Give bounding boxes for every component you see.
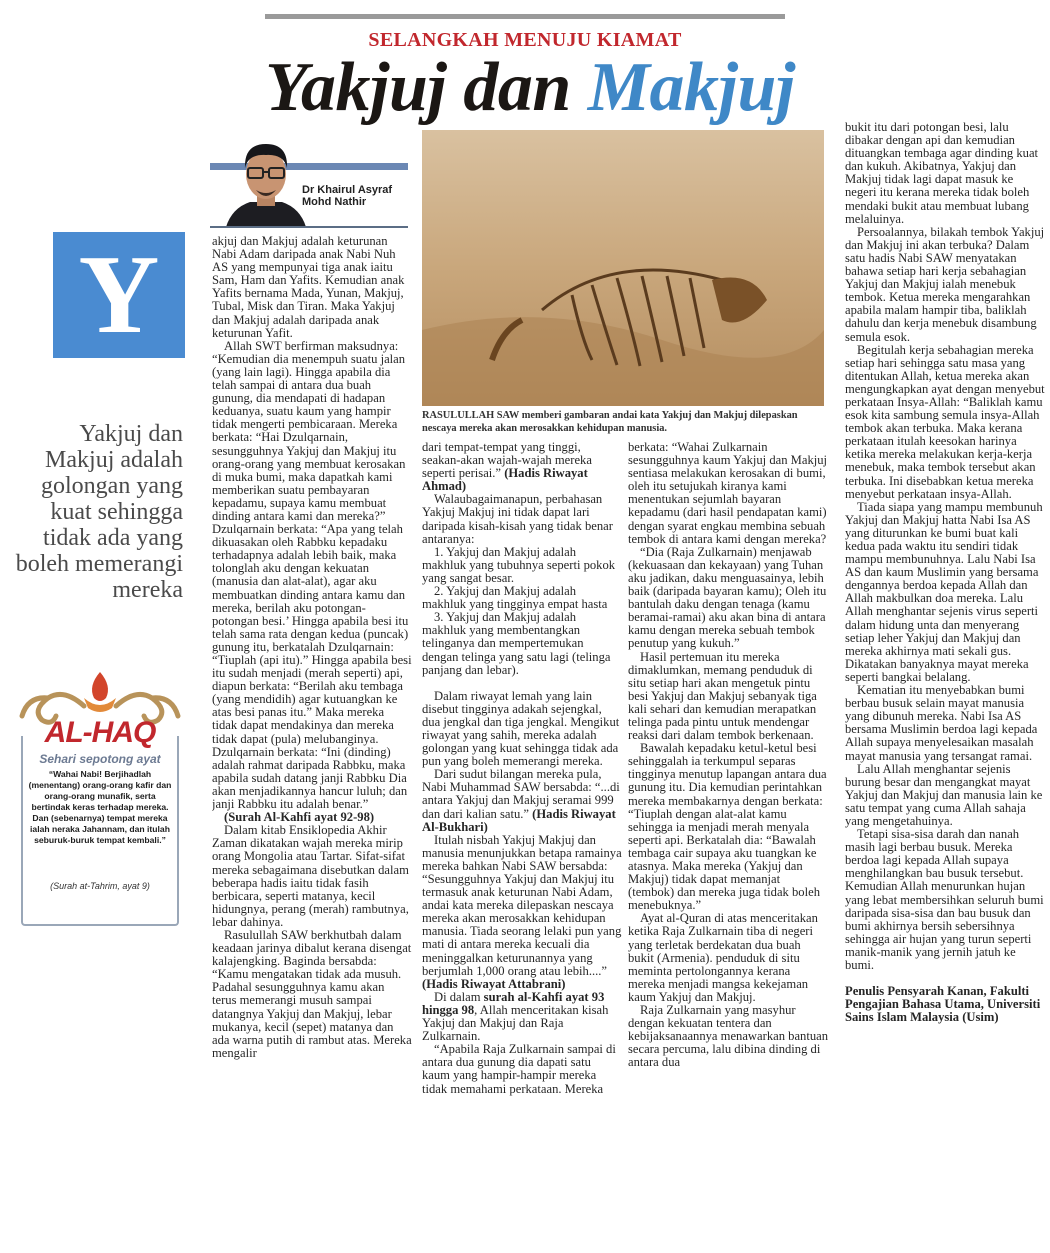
paragraph	[212, 824, 412, 929]
paragraph	[628, 546, 828, 651]
article-column-1	[212, 235, 412, 1253]
text-run: Dalam kitab Ensiklopedia Akhir Zaman dikatakan wajah mereka mirip orang Mongolia atau Tartar. Sifat-sifat mereka sebagaimana disebutkan dalam beberapa hadis iaitu tidak fasih berbicara, seperti matanya, kecil hidungnya, perang (merah) rambutnya, lebar dahinya.	[212, 823, 409, 929]
paragraph	[422, 611, 622, 676]
text-run: 1. Yakjuj dan Makjuj adalah makhluk yang tubuhnya seperti pokok yang sangat besar.	[422, 544, 616, 585]
paragraph	[212, 929, 412, 1060]
headline-part-1: Yakjuj dan	[265, 49, 571, 126]
headline	[265, 48, 795, 128]
article-column-4	[845, 121, 1045, 1253]
bold-text: (Surah Al-Kahfi ayat 92-98)	[224, 810, 375, 825]
author-divider	[210, 226, 408, 228]
article-column-2	[422, 441, 622, 1253]
author-name-line-2: Mohd Nathir	[302, 196, 367, 208]
paragraph	[422, 441, 622, 493]
text-run: Persoalannya, bilakah tembok Yakjuj dan Makjuj ini akan terbuka? Dalam satu hadis Nabi SAW menyatakan bahawa setiap hari kerja sebahagian Yakjuj dan Makjuj ialah menebuk tembok. Ketua mereka mengarahkan apabila malam hampir tiba, baliklah dahulu dan kerja menebuk disambung semula esok.	[845, 224, 1045, 344]
text-run: 3. Yakjuj dan Makjuj adalah makhluk yang membentangkan telinganya dan mempertemukan dengan telinga yang satu lagi (telinga panjang dan lebar).	[422, 610, 611, 677]
alhaq-panel	[14, 668, 186, 940]
paragraph	[845, 763, 1045, 828]
text-run: Dari sudut bilangan mereka pula, Nabi Muhammad SAW bersabda: “...di antara Yakjuj dan Makjuj seramai 999 dan dari kalian satu.”	[422, 767, 620, 821]
text-run: Itulah nisbah Yakjuj Makjuj dan manusia menunjukkan betapa ramainya mereka bahkan Nabi SAW bersabda: “Sesungguhnya Yakjuj dan Makjuj itu termasuk anak keturunan Nabi Adam, andai kata mereka dilepaskan nescaya mereka akan merosakkan kehidupan manusia. Tiada seorang lelaki pun yang mati di antara mereka kecuali dia meninggalkan keturunannya yang berjumlah 1,000 orang atau lebih....”	[422, 832, 622, 978]
paragraph	[422, 585, 622, 611]
alhaq-title: AL-HAQ	[44, 716, 156, 749]
text-run: akjuj dan Makjuj adalah keturunan Nabi Adam daripada anak Nabi Nuh AS yang mempunyai tiga anak iaitu Sam, Ham dan Yafits. Kemudian anak Yafits bernama Mada, Yunan, Makjuj, Tubal, Misk dan Tiran. Maka Yakjuj dan Makjuj adalah daripada anak keturunan Yafit.	[212, 235, 405, 340]
paragraph	[628, 742, 828, 912]
paragraph	[422, 1043, 622, 1095]
bold-text: (Hadis Riwayat Al-Bukhari)	[422, 806, 616, 834]
text-run: Kematian itu menyebabkan bumi berbau busuk selain mayat manusia yang dibunuh mereka. Nabi Isa AS bersama Muslimin berdoa lagi kepada Allah supaya menyelesaikan masalah mayat manusia yang tersangat ramai.	[845, 683, 1038, 763]
paragraph	[628, 651, 828, 743]
text-run: Dalam riwayat lemah yang lain disebut tingginya adakah sejengkal, dua jengkal dan tiga jengkal. Mengikut riwayat yang sahih, mereka adalah golongan yang kuat sehingga tidak ada pun yang boleh memerangi mereka.	[422, 688, 620, 769]
article-column-3	[628, 441, 828, 1253]
author-bio: Penulis Pensyarah Kanan, Fakulti Pengajian Bahasa Utama, Universiti Sains Islam Malaysia (Usim)	[845, 984, 1041, 1025]
paragraph	[845, 344, 1045, 501]
paragraph	[628, 441, 828, 546]
author-photo	[226, 136, 306, 227]
section-kicker: SELANGKAH MENUJU KIAMAT	[368, 29, 682, 51]
paragraph	[422, 834, 622, 991]
paragraph	[212, 340, 412, 811]
author-name-line-1: Dr Khairul Asyraf	[302, 184, 393, 196]
text-run: Allah SWT berfirman maksudnya: “Kemudian dia menempuh suatu jalan (yang lain lagi). Hingga apabila dia telah sampai di antara dua buah gunung, dia mendapati di hadapan keduanya, suatu kaum yang hampir tidak mengerti pembicaraan. Mereka berkata: “Hai Dzulqarnain, sesungguhnya Yakjuj dan Makjuj itu orang-orang yang membuat kerosakan di muka bumi, maka dapatkah kami memberikan suatu pembayaran kepadamu, supaya kamu membuat dinding antara kami dan mereka?” Dzulqarnain berkata: “Apa yang telah dikuasakan oleh Rabbku kepadaku terhadapnya adalah lebih baik, maka tolonglah aku dengan kekuatan (manusia dan alat-alat), agar aku membuatkan dinding antara kamu dan mereka, berilah aku potongan-potongan besi.’ Hingga apabila besi itu telah sama rata dengan kedua (puncak) gunung itu, berkatalah Dzulqarnain: “Tiuplah (api itu).” Hingga apabila besi itu sudah menjadi (merah seperti) api, diapun berkata: “Berilah aku tembaga (yang mendidih) agar kutuangkan ke atas besi panas itu.” Maka mereka tidak dapat mendakinya dan mereka tidak dapat (pula) melubanginya. Dzulqarnain berkata: “Ini (dinding) adalah rahmat daripada Rabbku, maka apabila sudah datang janji Rabbku Dia akan menjadikannya hancur luluh; dan janji Rabbku itu adalah benar.”	[212, 338, 412, 812]
photo-caption: RASULULLAH SAW memberi gambaran andai kata Yakjuj dan Makjuj dilepaskan nescaya mereka akan merosakkan kehidupan manusia.	[422, 410, 798, 434]
text-run: dari tempat-tempat yang tinggi, seakan-akan wajah-wajah mereka seperti perisai.”	[422, 441, 592, 481]
text-run: Walaubagaimanapun, perbahasan Yakjuj Makjuj ini tidak dapat lari daripada kisah-kisah yang tidak benar antaranya:	[422, 492, 613, 546]
text-run: berkata: “Wahai Zulkarnain sesungguhnya kaum Yakjuj dan Makjuj sentiasa melakukan kerosakan di bumi, oleh itu setujukah kiranya kami menentukan sejumlah bayaran kepadamu (dari hasil pendapatan kami) dengan syarat engkau membina sebuah tembok di antara kami dengan mereka?	[628, 441, 828, 546]
bold-text: (Hadis Riwayat Ahmad)	[422, 466, 588, 494]
top-rule	[265, 14, 785, 19]
paragraph	[422, 768, 622, 833]
text-run: Tetapi sisa-sisa darah dan nanah masih lagi berbau busuk. Mereka berdoa lagi kepada Allah supaya menghilangkan bau busuk tersebut. Kemudian Allah menurunkan hujan yang lebat membersihkan seluruh bumi daripada sisa-sisa dan bau busuk dan bumi akhirnya bersih sebersihnya sehingga air hujan yang turun seperti manik-manik yang jernih jatuh ke bumi.	[845, 827, 1044, 972]
text-run: Bawalah kepadaku ketul-ketul besi sehinggalah ia terkumpul separas tingginya menutup lapangan antara dua gunung itu. Dia kemudian perintahkan mereka membakarnya dengan berkata: “Tiuplah dengan alat-alat kamu sehingga ia menjadi merah menyala seperti api. Berkatalah dia: “Bawalah tembaga cair supaya aku tuangkan ke atasnya. Maka mereka (Yakjuj dan Makjuj) tidak dapat memanjat (tembok) dan mereka juga tidak boleh menebuknya.”	[628, 741, 827, 913]
text-run: “Dia (Raja Zulkarnain) menjawab (kekuasaan dan kekayaan) yang Tuhan aku jadikan, daku menguasainya, lebih baik (daripada bayaran kamu); Oleh itu bantulah daku dengan tenaga (kamu beramai-ramai) aku akan bina di antara kamu dengan mereka sebuah tembok penutup yang kukuh.”	[628, 544, 827, 651]
text-run: , Allah menceritakan kisah Yakjuj dan Makjuj dan Raja Zulkarnain.	[422, 1002, 609, 1044]
text-run: Di dalam	[434, 989, 484, 1004]
paragraph	[422, 690, 622, 769]
text-run: Rasulullah SAW berkhutbah dalam keadaan jarinya dibalut kerana disengat kalajengking. Baginda bersabda: “Kamu mengatakan tidak ada musuh. Padahal sesungguhnya kamu akan terus memerangi musuh sampai datangnya Yakjuj dan Makjuj, lebar mukanya, kecil (sepet) matanya dan ada warna putih di rambut atas. Mereka mengalir	[212, 927, 412, 1060]
author-byline	[302, 184, 392, 208]
text-run: Raja Zulkarnain yang masyhur dengan kekuatan tentera dan kebijaksanaannya menawarkan bantuan secara percuma, lalu dibina dinding di antara dua	[628, 1003, 828, 1070]
drop-cap: Y	[53, 232, 185, 358]
text-run: 2. Yakjuj dan Makjuj adalah makhluk yang tingginya empat hasta	[422, 584, 608, 612]
paragraph	[628, 912, 828, 1004]
alhaq-verse: “Wahai Nabi! Berjihadlah (menentang) orang-orang kafir dan orang-orang munafik, serta bertindak keras terhadap mereka. Dan (sebenarnya) tempat mereka ialah neraka Jahannam, dan itulah seburuk-buruk tempat kembali.”	[28, 769, 172, 845]
paragraph	[845, 501, 1045, 684]
text-run: Lalu Allah menghantar sejenis burung besar dan mengangkat mayat Yakjuj dan Makjuj dan manusia lain ke satu tempat yang cuma Allah sahaja yang mengetahuinya.	[845, 761, 1043, 828]
paragraph	[422, 991, 622, 1043]
headline-part-2: Makjuj	[587, 49, 795, 126]
paragraph	[422, 546, 622, 585]
paragraph	[845, 828, 1045, 972]
alhaq-citation: (Surah at-Tahrim, ayat 9)	[50, 881, 150, 891]
text-run: “Apabila Raja Zulkarnain sampai di antara dua gunung dia dapati satu kaum yang hampir-hampir mereka tidak memahami perkataan. Mereka	[422, 1042, 616, 1096]
paragraph	[628, 1004, 828, 1069]
text-run: Ayat al-Quran di atas menceritakan ketika Raja Zulkarnain tiba di negeri yang terletak berdekatan dua buah bukit (Armenia). penduduk di situ meminta pertolongannya kerana mereka menjadi mangsa kekejaman kaum Yakjuj dan Makjuj.	[628, 911, 818, 1004]
bold-text: (Hadis Riwayat Attabrani)	[422, 976, 566, 991]
paragraph	[845, 121, 1045, 226]
bold-text: surah al-Kahfi ayat 93 hingga 98	[422, 989, 605, 1017]
text-run: Tiada siapa yang mampu membunuh Yakjuj dan Makjuj hatta Nabi Isa AS yang diturunkan ke bumi buat kali kedua pada waktu itu sendiri tidak mampu membunuhnya. Lalu Nabi Isa AS dan kaum Muslimin yang bersama dengannya berdoa kepada Allah dan Allah makbulkan doa mereka. Lalu Allah menghantar sejenis virus seperti dalam hidung unta dan menyerang setiap leher Yakjuj dan Makjuj dan mereka akhirnya mati sekali gus. Dikatakan banyaknya mayat mereka seperti bangkai belalang.	[845, 499, 1043, 684]
paragraph	[845, 684, 1045, 763]
paragraph	[845, 226, 1045, 344]
paragraph	[212, 235, 412, 340]
text-run: Hasil pertemuan itu mereka dimaklumkan, memang penduduk di situ setiap hari akan mengetuk pintu besi Yakjuj dan Makjuj sebanyak tiga kali sehari dan kemudian merapatkan telinga pada pintu untuk mendengar reaksi dari dalam tembok berkenaan.	[628, 649, 817, 743]
text-run: Begitulah kerja sebahagian mereka setiap hari sehingga satu masa yang ditentukan Allah, ketua mereka akan mengungkapkan ayat dengan menyebut perkataan Insya-Allah: “Baliklah kamu esok kita sambung semula insya-Allah tembok akan terbuka. Maka kerana perkataan itulah keesokan harinya ketika mereka melakukan kerja-kerja menebuk, maka tembok tersebut akan terbuka. Ini disebabkan ketua mereka menyebut perkataan insya-Allah.	[845, 342, 1045, 501]
alhaq-subtitle: Sehari sepotong ayat	[39, 752, 161, 766]
pull-quote: Yakjuj dan Makjuj adalah golongan yang kuat sehingga tidak ada yang boleh memerangi mereka	[15, 421, 183, 603]
paragraph	[422, 493, 622, 545]
text-run: bukit itu dari potongan besi, lalu dibakar dengan api dan kemudian dituangkan tembaga agar dinding kuat dan kukuh. Akibatnya, Yakjuj dan Makjuj tidak lagi dapat masuk ke negeri itu kerana mereka tidak boleh mendaki bukit atau membuat lubang melaluinya.	[845, 121, 1039, 226]
article-photo	[422, 130, 824, 406]
